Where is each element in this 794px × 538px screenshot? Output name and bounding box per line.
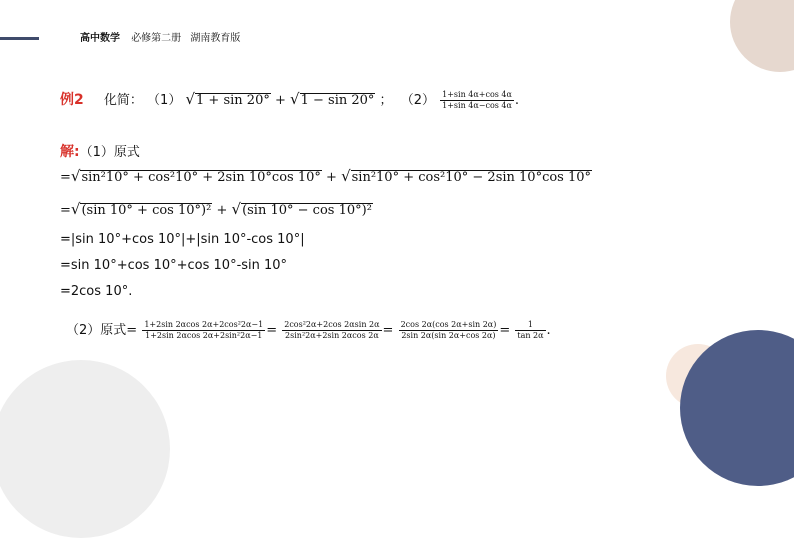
solution-part1-intro: （1）原式	[79, 145, 140, 160]
sqrt-expression-2b: √(sin 10° − cos 10°)²	[231, 200, 372, 218]
sqrt-expression-a: √1 + sin 20°	[185, 90, 270, 108]
solution-line-3: =|sin 10°+cos 10°|+|sin 10°-cos 10°|	[60, 232, 305, 247]
decor-circle-tan	[730, 0, 794, 72]
sqrt-expression-2a: √(sin 10° + cos 10°)²	[70, 200, 212, 218]
solution-line-4: =sin 10°+cos 10°+cos 10°-sin 10°	[60, 258, 288, 273]
sqrt-expression-1b: √sin²10° + cos²10° − 2sin 10°cos 10°	[341, 167, 592, 185]
solution-end: .	[546, 323, 551, 338]
example-statement	[60, 89, 519, 111]
solution-intro	[60, 141, 140, 161]
solution-line-5: =2cos 10°.	[60, 284, 133, 299]
sqrt-expression-1a: √sin²10° + cos²10° + 2sin 10°cos 10°	[70, 167, 321, 185]
solution-part2-intro: （2）原式	[66, 323, 127, 338]
sqrt-expression-b: √1 − sin 20°	[290, 90, 375, 108]
equals-sign: =	[126, 323, 138, 338]
equals-sign: =	[499, 323, 511, 338]
separator: ；	[379, 93, 393, 108]
fraction-3: $\frac{2\cos 2\alpha(\cos 2\alpha+\sin 2\alpha)}{2\sin 2\alpha(\sin 2\alpha+\cos 2\alpha)}$	[400, 320, 497, 340]
equals-sign: =	[60, 203, 71, 218]
header	[80, 29, 246, 44]
plus-sign: +	[216, 203, 228, 218]
equals-sign: =	[60, 170, 71, 185]
solution-part2	[66, 319, 551, 341]
example-label: 例2	[60, 92, 84, 108]
example-end: .	[514, 93, 520, 108]
plus-sign: +	[326, 170, 337, 185]
header-book: 必修第二册	[131, 33, 182, 44]
solution-line-1	[60, 167, 592, 186]
decor-circle-grey	[0, 360, 170, 538]
equals-sign: =	[382, 323, 394, 338]
plus-sign: +	[274, 93, 286, 108]
solution-line-2	[60, 200, 373, 219]
solution-label: 解:	[60, 144, 80, 160]
header-accent-bar	[0, 37, 39, 40]
part2-tag: （2）	[400, 93, 435, 108]
equals-sign: =	[266, 323, 278, 338]
fraction-2: $\frac{\text{2cos²2α+2cos 2αsin 2α}}{\text{2sin²2α+2sin 2αcos 2α}}$	[284, 320, 380, 340]
part1-tag: （1）	[147, 93, 182, 108]
fraction-1: $\frac{\text{1+2sin 2αcos 2α+2cos²2α−1}}{\text{1+2sin 2αcos 2α+2sin²2α−1}}$	[144, 320, 264, 340]
example-instruction: 化简：	[103, 93, 143, 108]
fraction-4: $\frac{1}{\tan 2\alpha}$	[517, 320, 544, 340]
header-publisher: 湖南教育版	[190, 33, 241, 44]
header-title: 高中数学	[80, 33, 120, 44]
example-fraction: $\frac{1+\sin 4\alpha+\cos 4\alpha}{1+\sin 4\alpha-\cos 4\alpha}$	[442, 90, 512, 110]
